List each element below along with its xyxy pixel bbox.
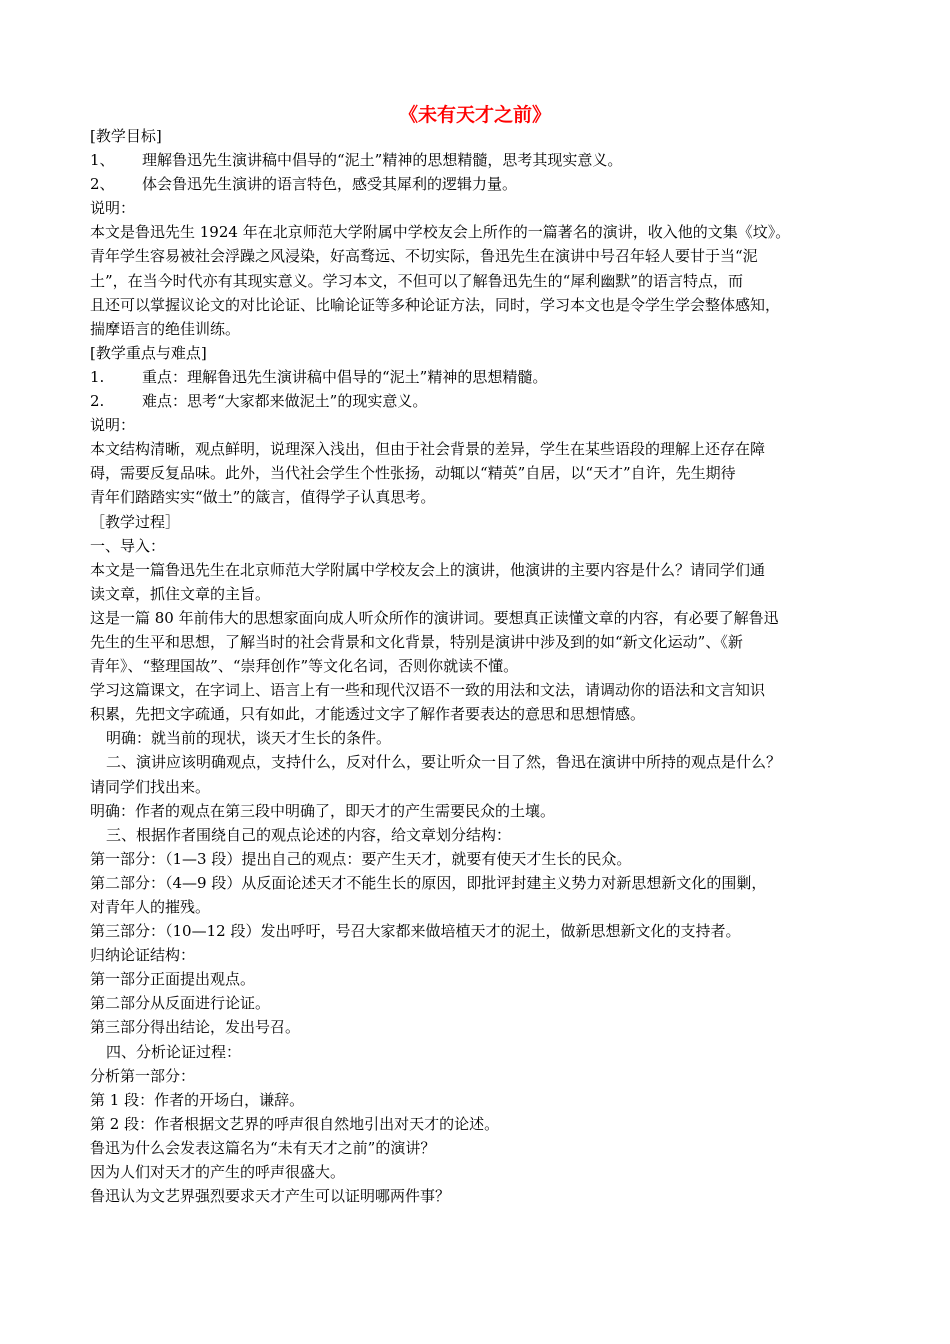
item-text: 理解鲁迅先生演讲稿中倡导的“泥土”精神的思想精髓，思考其现实意义。 [142, 151, 623, 170]
text-line: 本文是一篇鲁迅先生在北京师范大学附属中学校友会上的演讲，他演讲的主要内容是什么？请同学们通 [90, 560, 766, 579]
text-line: 第一部分正面提出观点。 [90, 970, 256, 989]
text-line: 一、导入： [90, 536, 166, 555]
section-heading: [教学重点与难点] [90, 343, 207, 362]
item-number: 2、 [90, 175, 115, 194]
text-line: 碍，需要反复品味。此外，当代社会学生个性张扬，动辄以“精英”自居，以“天才”自许，先生期待 [90, 464, 736, 483]
text-line: 分析第一部分： [90, 1066, 196, 1085]
text-line: 第三部分得出结论，发出号召。 [90, 1018, 301, 1037]
section-heading: ［教学过程］ [90, 512, 181, 531]
text-line: 第二部分：（4—9 段）从反面论述天才不能生长的原因，即批评封建主义势力对新思想新文化的围剿， [90, 873, 767, 892]
text-line: 这是一篇 80 年前伟大的思想家面向成人听众所作的演讲词。要想真正读懂文章的内容，有必要了解鲁迅 [90, 608, 779, 627]
text-line: 本文是鲁迅先生 1924 年在北京师范大学附属中学校友会上所作的一篇著名的演讲，收入他的文集《坟》。 [90, 223, 791, 242]
text-line: 三、根据作者围绕自己的观点论述的内容，给文章划分结构： [106, 825, 512, 844]
text-line: 明确：作者的观点在第三段中明确了，即天才的产生需要民众的土壤。 [90, 801, 556, 820]
objective-item [90, 148, 875, 172]
text-line: 第三部分：（10—12 段）发出呼吁，号召大家都来做培植天才的泥土，做新思想新文化的支持者。 [90, 922, 741, 941]
text-line: 读文章，抓住文章的主旨。 [90, 584, 271, 603]
text-line: 说明： [90, 199, 136, 218]
item-text: 难点：思考“大家都来做泥土”的现实意义。 [142, 392, 428, 411]
text-line: 第 1 段：作者的开场白，谦辞。 [90, 1090, 305, 1109]
item-number: 2. [90, 392, 105, 411]
focus-item [90, 389, 875, 413]
text-line: 青年》、“整理国故”、“崇拜创作”等文化名词，否则你就读不懂。 [90, 657, 519, 676]
text-line: 四、分析论证过程： [106, 1042, 242, 1061]
text-line: 揣摩语言的绝佳训练。 [90, 319, 241, 338]
text-line: 第二部分从反面进行论证。 [90, 994, 271, 1013]
text-line: 鲁迅认为文艺界强烈要求天才产生可以证明哪两件事？ [90, 1187, 451, 1206]
objective-item [90, 172, 875, 196]
text-line: 青年们踏踏实实“做土”的箴言，值得学子认真思考。 [90, 488, 436, 507]
item-text: 体会鲁迅先生演讲的语言特色，感受其犀利的逻辑力量。 [142, 175, 518, 194]
text-line: 鲁迅为什么会发表这篇名为“未有天才之前”的演讲？ [90, 1138, 436, 1157]
text-line: 二、演讲应该明确观点，支持什么，反对什么，要让听众一目了然，鲁迅在演讲中所持的观点是什么？ [106, 753, 782, 772]
focus-item [90, 365, 875, 389]
item-number: 1. [90, 367, 105, 386]
item-text: 重点：理解鲁迅先生演讲稿中倡导的“泥土”精神的思想精髓。 [142, 367, 548, 386]
text-line: 归纳论证结构： [90, 946, 196, 965]
text-line: 土”，在当今时代亦有其现实意义。学习本文，不但可以了解鲁迅先生的“犀利幽默”的语言特点，而 [90, 271, 744, 290]
text-line: 积累，先把文字疏通，只有如此，才能透过文字了解作者要表达的意思和思想情感。 [90, 705, 646, 724]
text-line: 学习这篇课文，在字词上、语言上有一些和现代汉语不一致的用法和文法，请调动你的语法和文言知识 [90, 681, 766, 700]
text-line: 第一部分：（1—3 段）提出自己的观点：要产生天才，就要有使天才生长的民众。 [90, 849, 632, 868]
text-line: 因为人们对天才的产生的呼声很盛大。 [90, 1163, 346, 1182]
text-line: 明确：就当前的现状，谈天才生长的条件。 [106, 729, 392, 748]
document-body [90, 124, 875, 1208]
text-line: 先生的生平和思想，了解当时的社会背景和文化背景，特别是演讲中涉及到的如“新文化运动”、《新 [90, 632, 743, 651]
text-line: 且还可以掌握议论文的对比论证、比喻论证等多种论证方法，同时，学习本文也是令学生学会整体感知， [90, 295, 781, 314]
text-line: 请同学们找出来。 [90, 777, 211, 796]
document-title: 《未有天才之前》 [398, 104, 551, 126]
item-number: 1、 [90, 151, 115, 170]
text-line: 青年学生容易被社会浮躁之风浸染，好高骛远、不切实际，鲁迅先生在演讲中号召年轻人要甘于当“泥 [90, 247, 758, 266]
text-line: 本文结构清晰，观点鲜明，说理深入浅出，但由于社会背景的差异，学生在某些语段的理解上还存在障 [90, 440, 766, 459]
text-line: 对青年人的摧残。 [90, 898, 211, 916]
text-line: 说明： [90, 416, 136, 435]
section-heading: [教学目标] [90, 127, 162, 145]
text-line: 第 2 段：作者根据文艺界的呼声很自然地引出对天才的论述。 [90, 1114, 500, 1133]
